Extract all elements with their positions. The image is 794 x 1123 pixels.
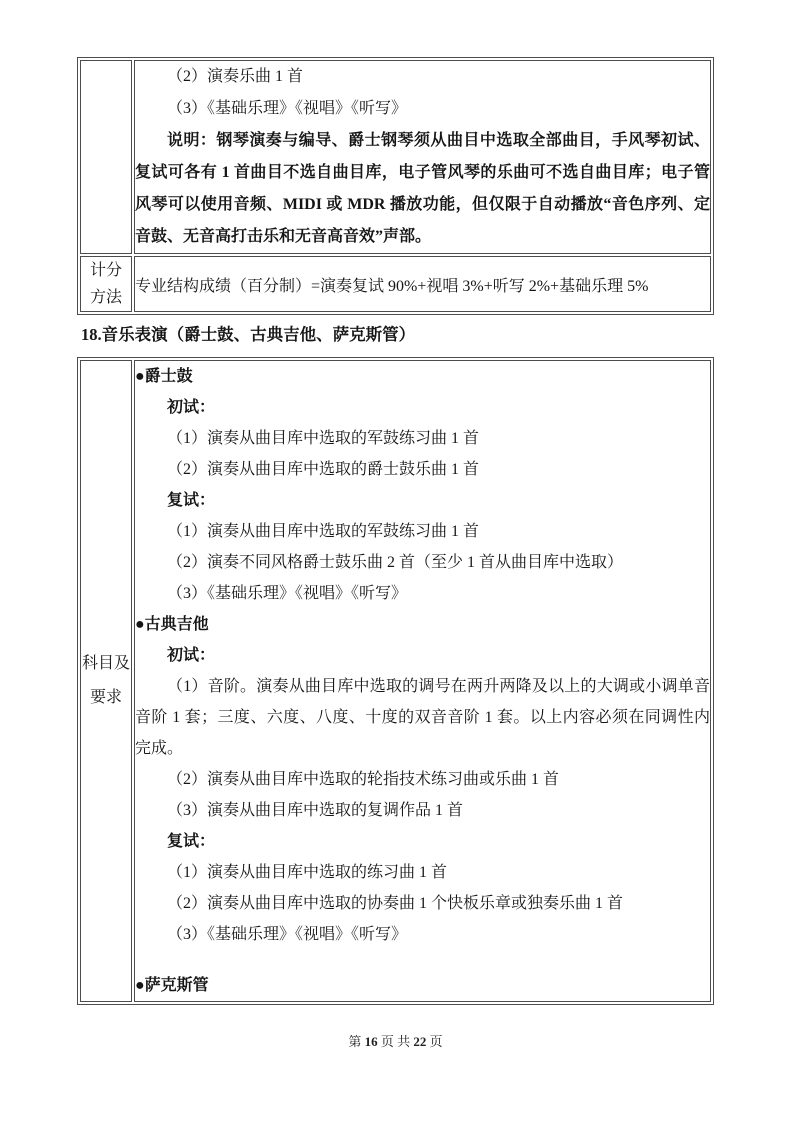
subjects-requirements-row: [80, 60, 711, 254]
requirement-line: （2）演奏乐曲 1 首: [167, 68, 304, 85]
round-heading-first: 初试：: [167, 647, 216, 664]
requirement-line: （3）《基础乐理》《视唱》《听写》: [167, 926, 408, 943]
requirement-line: （1）演奏从曲目库中选取的军鼓练习曲 1 首: [167, 430, 480, 447]
label-line: 科目及: [81, 655, 130, 672]
current-page-number: 16: [364, 1034, 378, 1049]
section-18-heading: 18.音乐表演（爵士鼓、古典吉他、萨克斯管）: [81, 325, 416, 344]
label-line: 要求: [89, 689, 122, 706]
instrument-heading-jazz-drums: ●爵士鼓: [135, 368, 193, 385]
requirement-line: （2）演奏从曲目库中选取的轮指技术练习曲或乐曲 1 首: [167, 771, 560, 788]
requirement-line: （2）演奏从曲目库中选取的爵士鼓乐曲 1 首: [167, 461, 480, 478]
spacer-line: [135, 950, 710, 970]
label-line: 方法: [89, 289, 122, 306]
scoring-method-label: [81, 257, 131, 311]
round-heading-second: 复试：: [167, 833, 216, 850]
label-line: 计分: [89, 262, 122, 279]
subjects-content-cell: [134, 360, 711, 1002]
requirements-cell: [134, 60, 711, 254]
requirement-paragraph: （1）音阶。演奏从曲目库中选取的调号在两升两降及以上的大调或小调单音音阶 1 套；三度、六度、八度、十度的双音音阶 1 套。以上内容必须在同调性内完成。: [135, 678, 710, 757]
scoring-method-row: [80, 256, 711, 312]
subjects-label-cell: [80, 360, 132, 1002]
requirement-line: （2）演奏不同风格爵士鼓乐曲 2 首（至少 1 首从曲目库中选取）: [167, 554, 624, 571]
footer-text: 页 共: [377, 1034, 414, 1049]
page-footer: [77, 1031, 714, 1050]
scoring-method-label-cell: [80, 256, 132, 312]
requirement-line: （3）《基础乐理》《视唱》《听写》: [167, 585, 408, 602]
instrument-heading-saxophone: ●萨克斯管: [135, 977, 209, 994]
subjects-label: [81, 361, 131, 1001]
round-heading-second: 复试：: [167, 492, 216, 509]
footer-text: 页: [426, 1034, 443, 1049]
requirement-line: （1）演奏从曲目库中选取的练习曲 1 首: [167, 864, 448, 881]
total-page-number: 22: [413, 1034, 427, 1049]
subjects-requirements-row: [80, 360, 711, 1002]
round-heading-first: 初试：: [167, 399, 216, 416]
instrument-heading-classical-guitar: ●古典吉他: [135, 616, 209, 633]
requirement-line: （3）《基础乐理》《视唱》《听写》: [167, 100, 408, 117]
scoring-method-value-cell: [134, 256, 711, 312]
footer-text: 第: [348, 1034, 365, 1049]
scoring-formula: 专业结构成绩（百分制）=演奏复试 90%+视唱 3%+听写 2%+基础乐理 5%: [135, 277, 649, 295]
explanation-note: 说明：钢琴演奏与编导、爵士钢琴须从曲目中选取全部曲目，手风琴初试、复试可各有 1 首曲目不选自曲目库，电子管风琴的乐曲可不选自曲目库；电子管风琴可以使用音频、MIDI 或 MDR 播放功能，但仅限于自动播放“音色序列、定音鼓、无音高打击乐和无音高音效”声部。: [135, 132, 710, 245]
requirement-line: （3）演奏从曲目库中选取的复调作品 1 首: [167, 802, 464, 819]
requirement-line: （2）演奏从曲目库中选取的协奏曲 1 个快板乐章或独奏乐曲 1 首: [167, 895, 624, 912]
section-18-table: [77, 357, 714, 1005]
requirement-line: （1）演奏从曲目库中选取的军鼓练习曲 1 首: [167, 523, 480, 540]
exam-requirements-table-continued: [77, 57, 714, 315]
subject-label-cell-empty: [80, 60, 132, 254]
